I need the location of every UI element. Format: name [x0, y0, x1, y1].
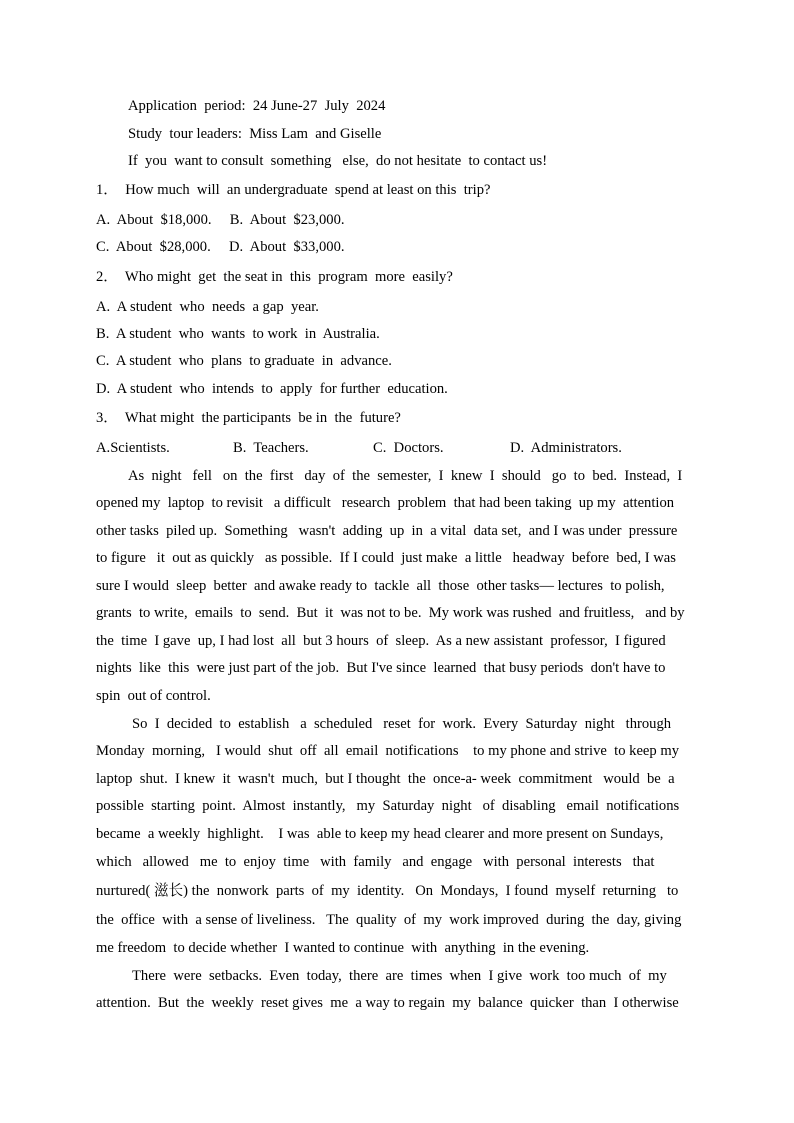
- question-2-option-b: B. A student who wants to work in Australia.: [96, 326, 380, 342]
- passage-line: [128, 467, 698, 485]
- question-2-option-c: C. A student who plans to graduate in advance.: [96, 353, 392, 369]
- passage-line: laptop shut. I knew it wasn't much, but I thought the once-a- week commitment would be a: [96, 771, 675, 787]
- question-1-options-row-1: A. About $18,000. B. About $23,000.: [96, 212, 345, 228]
- contact-note: If you want to consult something else, do not hesitate to contact us!: [128, 153, 548, 169]
- question-2-option-a: A. A student who needs a gap year.: [96, 299, 319, 315]
- question-3-option-a: A.Scientists.: [96, 440, 170, 456]
- passage-line: attention. But the weekly reset gives me a way to regain my balance quicker than I otherwise: [96, 995, 679, 1011]
- passage-line: other tasks piled up. Something wasn't adding up in a vital data set, and I was under pressure: [96, 523, 678, 539]
- question-2-stem: 2． Who might get the seat in this program more easily?: [96, 269, 453, 285]
- question-2-option-d: D. A student who intends to apply for further education.: [96, 381, 448, 397]
- question-3-stem: 3． What might the participants be in the future?: [96, 410, 401, 426]
- passage-line: There were setbacks. Even today, there are times when I give work too much of my: [132, 968, 667, 984]
- passage-line: the office with a sense of liveliness. The quality of my work improved during the day, giving: [96, 912, 682, 928]
- passage-line: to figure it out as quickly as possible. If I could just make a little headway before bed, I was: [96, 550, 676, 566]
- question-3-option-d: D. Administrators.: [510, 440, 622, 456]
- question-3-option-b: B. Teachers.: [233, 440, 309, 456]
- passage-line: became a weekly highlight. I was able to keep my head clearer and more present on Sundays,: [96, 826, 664, 842]
- passage-line: spin out of control.: [96, 688, 211, 704]
- application-period: Application period: 24 June-27 July 2024: [128, 98, 386, 114]
- passage-line: which allowed me to enjoy time with family and engage with personal interests that: [96, 854, 655, 870]
- passage-line: sure I would sleep better and awake ready to tackle all those other tasks— lectures to polish,: [96, 578, 665, 594]
- passage-line: Monday morning, I would shut off all email notifications to my phone and strive to keep my: [96, 743, 679, 759]
- passage-line: possible starting point. Almost instantly, my Saturday night of disabling email notifications: [96, 798, 680, 814]
- passage-line: So I decided to establish a scheduled reset for work. Every Saturday night through: [132, 716, 672, 732]
- passage-line: nights like this were just part of the job. But I've since learned that busy periods don't have to: [96, 660, 666, 676]
- question-1-stem: 1． How much will an undergraduate spend at least on this trip?: [96, 182, 491, 198]
- passage-line: grants to write, emails to send. But it was not to be. My work was rushed and fruitless, and by: [96, 605, 685, 621]
- study-tour-leaders: Study tour leaders: Miss Lam and Giselle: [128, 126, 382, 142]
- passage-line: the time I gave up, I had lost all but 3 hours of sleep. As a new assistant professor, I figured: [96, 633, 666, 649]
- passage-line: me freedom to decide whether I wanted to continue with anything in the evening.: [96, 940, 590, 956]
- question-1-options-row-2: C. About $28,000. D. About $33,000.: [96, 239, 345, 255]
- passage-line-text: As night fell on the first day of the semester, I knew I should go to bed. Instead, I: [128, 468, 683, 484]
- passage-line: nurtured( 滋长) the nonwork parts of my identity. On Mondays, I found myself returning to: [96, 883, 679, 899]
- passage-line: opened my laptop to revisit a difficult research problem that had been taking up my attention: [96, 495, 675, 511]
- question-3-option-c: C. Doctors.: [373, 440, 444, 456]
